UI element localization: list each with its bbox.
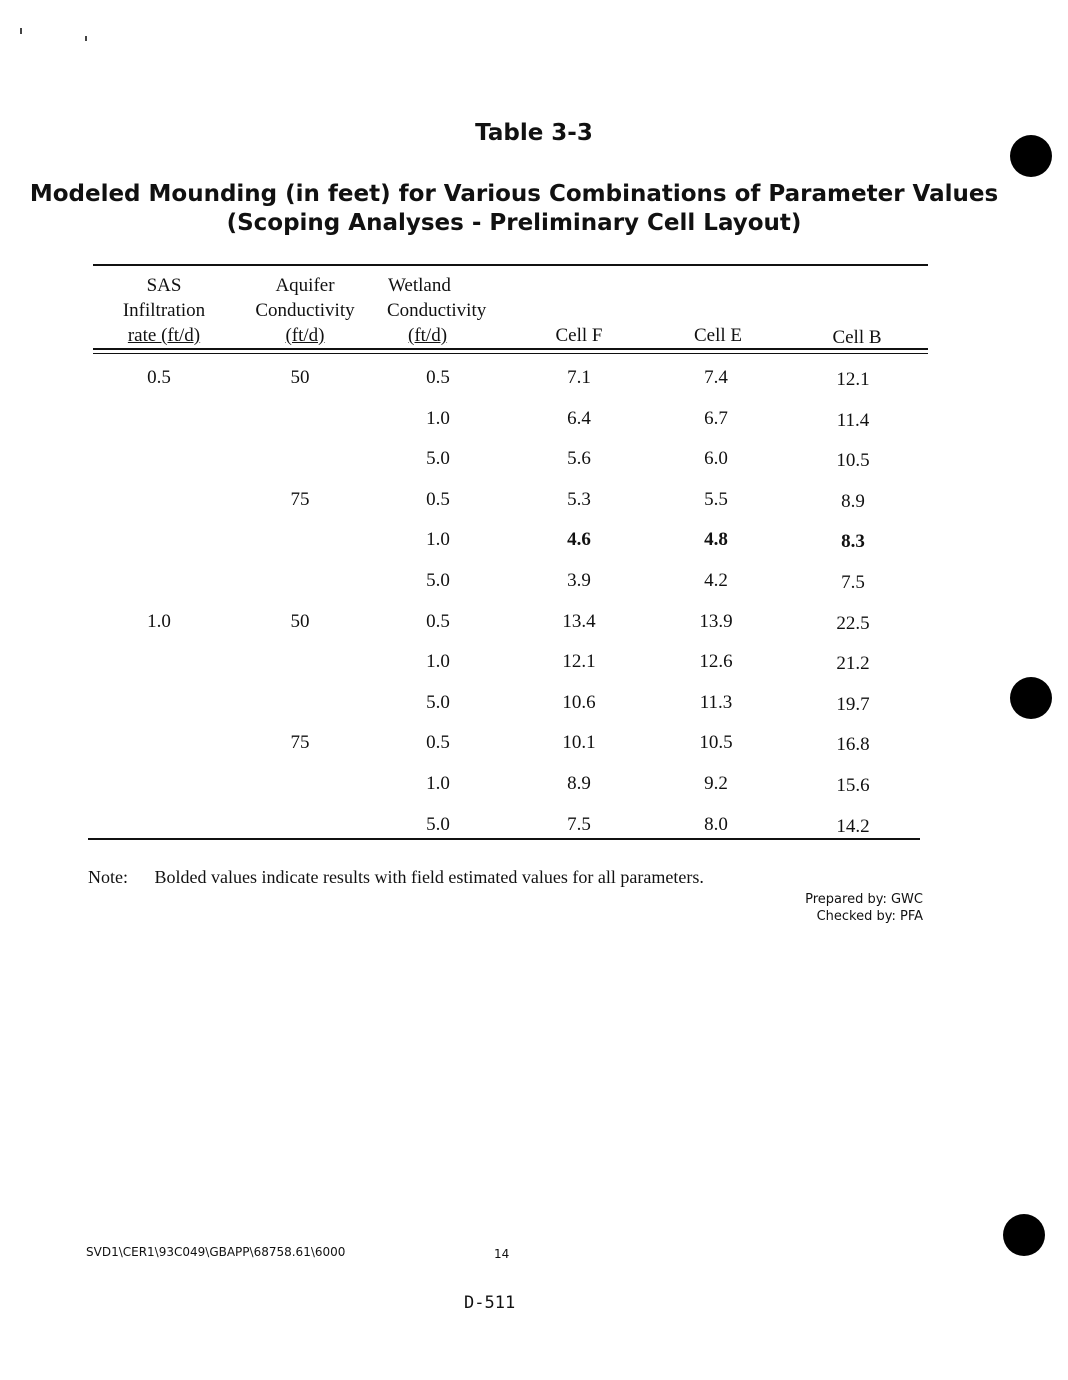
table-subtitle: (Scoping Analyses - Preliminary Cell Layout) — [226, 210, 802, 236]
note-label: Note: — [88, 867, 128, 887]
scan-speck — [85, 36, 87, 41]
cell-f: 12.1 — [562, 651, 596, 672]
table-note — [88, 867, 704, 888]
cell-e: 11.3 — [699, 692, 733, 713]
cell-wetland: 5.0 — [426, 814, 450, 835]
cell-wetland: 0.5 — [426, 367, 450, 388]
header-wetland-line: Wetland — [388, 275, 451, 296]
scan-speck — [20, 28, 22, 34]
cell-e: 4.8 — [704, 529, 728, 550]
header-wetland-line: (ft/d) — [408, 325, 448, 346]
header-cell-e: Cell E — [693, 325, 743, 346]
checked-by: Checked by: PFA — [816, 909, 923, 924]
note-text: Bolded values indicate results with field estimated values for all parameters. — [154, 867, 704, 887]
table-number: Table 3-3 — [475, 120, 593, 146]
prepared-by: Prepared by: GWC — [805, 892, 923, 907]
punch-hole-bottom — [1003, 1214, 1045, 1256]
cell-e: 6.7 — [704, 408, 728, 429]
header-sas-line: SAS — [146, 275, 182, 296]
cell-e: 8.0 — [704, 814, 728, 835]
bottom-rule — [88, 838, 920, 840]
cell-f: 10.1 — [562, 732, 596, 753]
cell-f: 4.6 — [567, 529, 591, 550]
page-number: 14 — [494, 1247, 510, 1261]
cell-wetland: 5.0 — [426, 692, 450, 713]
header-aquifer — [240, 273, 370, 348]
cell-wetland: 0.5 — [426, 489, 450, 510]
cell-b: 12.1 — [836, 369, 870, 390]
header-sas-line: rate (ft/d) — [127, 325, 201, 346]
cell-wetland: 5.0 — [426, 448, 450, 469]
header-aquifer-line: (ft/d) — [285, 325, 325, 346]
cell-aquifer: 50 — [290, 611, 310, 632]
cell-f: 7.1 — [567, 367, 591, 388]
top-rule — [93, 264, 928, 266]
cell-sas: 1.0 — [147, 611, 171, 632]
cell-wetland: 0.5 — [426, 611, 450, 632]
cell-wetland: 5.0 — [426, 570, 450, 591]
document-path: SVD1\CER1\93C049\GBAPP\68758.61\6000 — [86, 1245, 346, 1259]
table-title: Modeled Mounding (in feet) for Various Combinations of Parameter Values — [29, 181, 999, 207]
cell-f: 13.4 — [562, 611, 596, 632]
cell-b: 16.8 — [836, 734, 870, 755]
cell-b: 8.3 — [841, 531, 865, 552]
cell-b: 15.6 — [836, 775, 870, 796]
cell-b: 7.5 — [841, 572, 865, 593]
cell-f: 6.4 — [567, 408, 591, 429]
cell-wetland: 1.0 — [426, 408, 450, 429]
header-cell-f: Cell F — [555, 325, 603, 346]
cell-sas: 0.5 — [147, 367, 171, 388]
cell-wetland: 1.0 — [426, 651, 450, 672]
cell-e: 13.9 — [699, 611, 733, 632]
cell-f: 10.6 — [562, 692, 596, 713]
cell-aquifer: 75 — [290, 489, 310, 510]
cell-f: 5.3 — [567, 489, 591, 510]
cell-b: 14.2 — [836, 816, 870, 837]
cell-f: 7.5 — [567, 814, 591, 835]
cell-b: 8.9 — [841, 491, 865, 512]
cell-e: 9.2 — [704, 773, 728, 794]
cell-e: 6.0 — [704, 448, 728, 469]
cell-aquifer: 50 — [290, 367, 310, 388]
header-wetland — [380, 273, 500, 348]
prepared-block — [805, 891, 923, 925]
cell-f: 5.6 — [567, 448, 591, 469]
cell-b: 22.5 — [836, 613, 870, 634]
header-wetland-line: Conductivity — [387, 300, 487, 321]
cell-e: 12.6 — [699, 651, 733, 672]
header-cell-b: Cell B — [832, 327, 882, 348]
header-sas — [104, 273, 224, 348]
cell-e: 5.5 — [704, 489, 728, 510]
cell-wetland: 1.0 — [426, 773, 450, 794]
cell-b: 19.7 — [836, 694, 870, 715]
page-id: D-511 — [464, 1293, 516, 1313]
punch-hole-top — [1010, 135, 1052, 177]
cell-e: 4.2 — [704, 570, 728, 591]
header-aquifer-line: Aquifer — [275, 275, 335, 296]
cell-b: 21.2 — [836, 653, 870, 674]
header-aquifer-line: Conductivity — [255, 300, 355, 321]
cell-f: 8.9 — [567, 773, 591, 794]
cell-b: 11.4 — [836, 410, 870, 431]
cell-f: 3.9 — [567, 570, 591, 591]
cell-b: 10.5 — [836, 450, 870, 471]
cell-wetland: 1.0 — [426, 529, 450, 550]
header-rule-2 — [93, 353, 928, 354]
header-sas-line: Infiltration — [122, 300, 206, 321]
cell-e: 10.5 — [699, 732, 733, 753]
cell-e: 7.4 — [704, 367, 728, 388]
cell-wetland: 0.5 — [426, 732, 450, 753]
punch-hole-middle — [1010, 677, 1052, 719]
cell-aquifer: 75 — [290, 732, 310, 753]
